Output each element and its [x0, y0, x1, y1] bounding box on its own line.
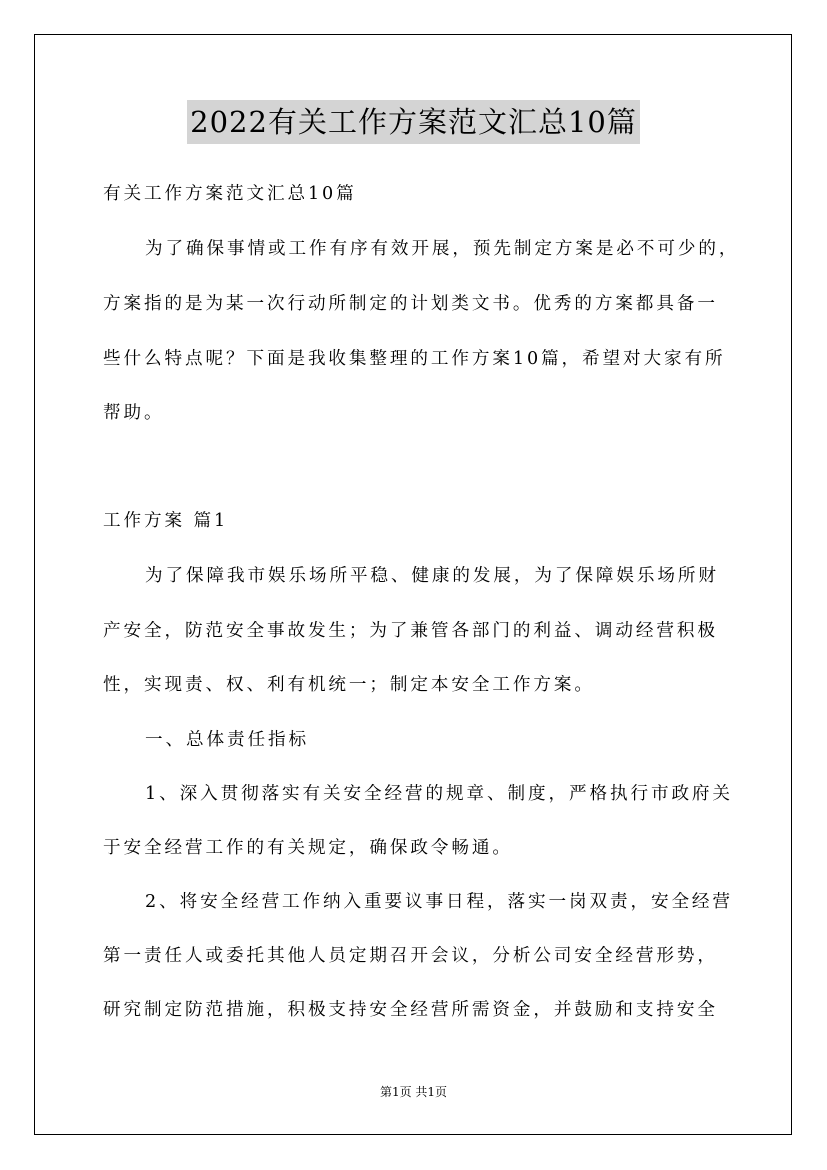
page-footer: 第1页 共1页	[379, 1085, 448, 1099]
body-line: 1、深入贯彻落实有关安全经营的规章、制度，严格执行市政府关	[145, 784, 733, 804]
subtitle-line: 有关工作方案范文汇总10篇	[103, 184, 357, 204]
body-line: 为了确保事情或工作有序有效开展，预先制定方案是必不可少的，	[145, 239, 740, 259]
body-line: 2、将安全经营工作纳入重要议事日程，落实一岗双责，安全经营	[145, 892, 733, 912]
subsection-heading: 一、总体责任指标	[145, 730, 309, 750]
body-line: 性，实现责、权、利有机统一；制定本安全工作方案。	[103, 675, 595, 695]
body-line: 些什么特点呢？下面是我收集整理的工作方案10篇，希望对大家有所	[103, 349, 726, 369]
body-line: 方案指的是为某一次行动所制定的计划类文书。优秀的方案都具备一	[103, 294, 718, 314]
body-line: 为了保障我市娱乐场所平稳、健康的发展，为了保障娱乐场所财	[145, 566, 719, 586]
body-line: 帮助。	[103, 403, 165, 423]
body-line: 研究制定防范措施，积极支持安全经营所需资金，并鼓励和支持安全	[103, 1000, 718, 1020]
title-container	[0, 100, 827, 144]
section-heading: 工作方案 篇1	[103, 511, 229, 531]
document-title: 2022有关工作方案范文汇总10篇	[187, 100, 640, 144]
body-line: 产安全，防范安全事故发生；为了兼管各部门的利益、调动经营积极	[103, 621, 718, 641]
body-line: 于安全经营工作的有关规定，确保政令畅通。	[103, 838, 513, 858]
body-line: 第一责任人或委托其他人员定期召开会议，分析公司安全经营形势，	[103, 946, 718, 966]
